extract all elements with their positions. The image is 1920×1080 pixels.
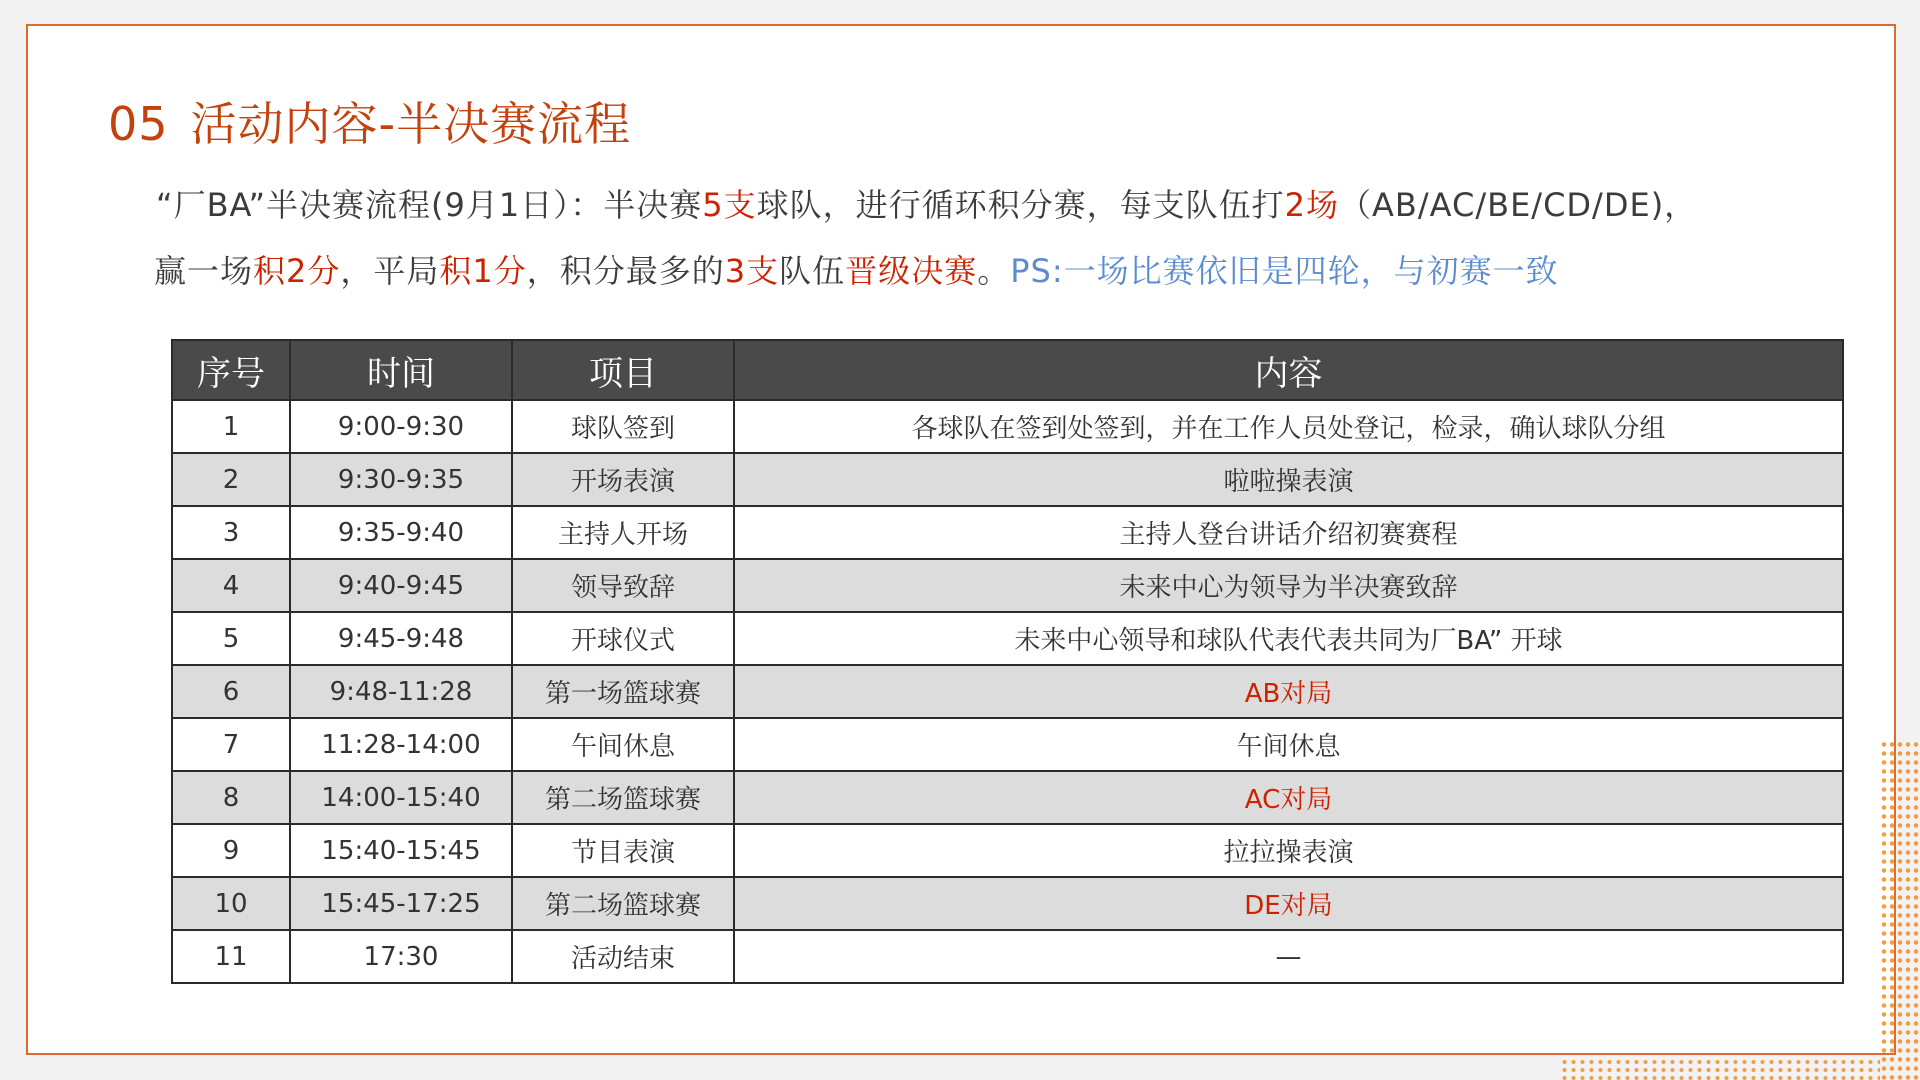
cell-no: 3: [172, 506, 290, 559]
header-no: 序号: [172, 340, 290, 400]
schedule-table: [171, 339, 1844, 984]
table-row: [172, 771, 1843, 824]
cell-item: 第一场篮球赛: [512, 665, 734, 718]
table-row: [172, 612, 1843, 665]
intro-paragraph: [156, 172, 1836, 304]
cell-item: 节目表演: [512, 824, 734, 877]
intro-segment: 积1分: [439, 252, 527, 290]
slide-frame: [26, 24, 1896, 1055]
decorative-dots-bottom: [1560, 1058, 1880, 1080]
cell-time: 9:45-9:48: [290, 612, 512, 665]
header-item: 项目: [512, 340, 734, 400]
table-row: [172, 824, 1843, 877]
cell-no: 11: [172, 930, 290, 983]
cell-content: 啦啦操表演: [734, 453, 1843, 506]
cell-no: 7: [172, 718, 290, 771]
cell-no: 1: [172, 400, 290, 453]
intro-line-2: [154, 238, 1836, 304]
intro-segment: 积2分: [253, 252, 341, 290]
intro-segment: 队伍: [779, 252, 846, 290]
cell-time: 9:30-9:35: [290, 453, 512, 506]
table-row: [172, 559, 1843, 612]
section-number: 05: [108, 97, 169, 151]
intro-segment: PS:一场比赛依旧是四轮，与初赛一致: [1010, 252, 1559, 290]
intro-segment: 5支: [702, 186, 757, 224]
cell-content: AC对局: [734, 771, 1843, 824]
cell-time: 9:40-9:45: [290, 559, 512, 612]
header-content: 内容: [734, 340, 1843, 400]
intro-segment: 赢一场: [154, 252, 254, 290]
cell-content: 主持人登台讲话介绍初赛赛程: [734, 506, 1843, 559]
cell-item: 活动结束: [512, 930, 734, 983]
cell-time: 15:45-17:25: [290, 877, 512, 930]
cell-time: 14:00-15:40: [290, 771, 512, 824]
table-row: [172, 718, 1843, 771]
section-title: 活动内容-半决赛流程: [190, 97, 632, 151]
cell-content: AB对局: [734, 665, 1843, 718]
intro-segment: 球队，进行循环积分赛，每支队伍打: [756, 186, 1285, 224]
cell-content: DE对局: [734, 877, 1843, 930]
cell-item: 开场表演: [512, 453, 734, 506]
table-header: [172, 340, 1843, 400]
intro-segment: “厂BA”半决赛流程(9月1日）：半决赛: [156, 186, 703, 224]
table-row: [172, 877, 1843, 930]
cell-no: 6: [172, 665, 290, 718]
cell-no: 8: [172, 771, 290, 824]
cell-content: 未来中心领导和球队代表代表共同为厂BA” 开球: [734, 612, 1843, 665]
intro-segment: ，积分最多的: [526, 252, 725, 290]
cell-content: —: [734, 930, 1843, 983]
header-time: 时间: [290, 340, 512, 400]
cell-time: 9:00-9:30: [290, 400, 512, 453]
intro-segment: （AB/AC/BE/CD/DE)，: [1339, 186, 1698, 224]
intro-segment: 3支: [724, 252, 780, 290]
cell-no: 4: [172, 559, 290, 612]
table-row: [172, 930, 1843, 983]
cell-time: 9:48-11:28: [290, 665, 512, 718]
cell-time: 9:35-9:40: [290, 506, 512, 559]
decorative-dots: [1880, 740, 1920, 1080]
cell-item: 主持人开场: [512, 506, 734, 559]
table-row: [172, 400, 1843, 453]
cell-item: 第二场篮球赛: [512, 771, 734, 824]
cell-time: 17:30: [290, 930, 512, 983]
cell-no: 10: [172, 877, 290, 930]
table-row: [172, 453, 1843, 506]
table-row: [172, 665, 1843, 718]
intro-line-1: [156, 172, 1836, 238]
intro-segment: 。: [977, 252, 1011, 290]
intro-segment: ，平局: [340, 252, 440, 290]
cell-no: 2: [172, 453, 290, 506]
cell-content: 午间休息: [734, 718, 1843, 771]
cell-item: 领导致辞: [512, 559, 734, 612]
cell-item: 第二场篮球赛: [512, 877, 734, 930]
cell-time: 15:40-15:45: [290, 824, 512, 877]
cell-content: 各球队在签到处签到，并在工作人员处登记，检录，确认球队分组: [734, 400, 1843, 453]
cell-no: 9: [172, 824, 290, 877]
cell-item: 开球仪式: [512, 612, 734, 665]
cell-content: 拉拉操表演: [734, 824, 1843, 877]
table-row: [172, 506, 1843, 559]
cell-item: 球队签到: [512, 400, 734, 453]
intro-segment: 2场: [1284, 186, 1340, 224]
table-body: [172, 400, 1843, 983]
page-title: [108, 88, 631, 154]
cell-content: 未来中心为领导为半决赛致辞: [734, 559, 1843, 612]
cell-item: 午间休息: [512, 718, 734, 771]
intro-segment: 晋级决赛: [845, 252, 978, 290]
cell-time: 11:28-14:00: [290, 718, 512, 771]
cell-no: 5: [172, 612, 290, 665]
